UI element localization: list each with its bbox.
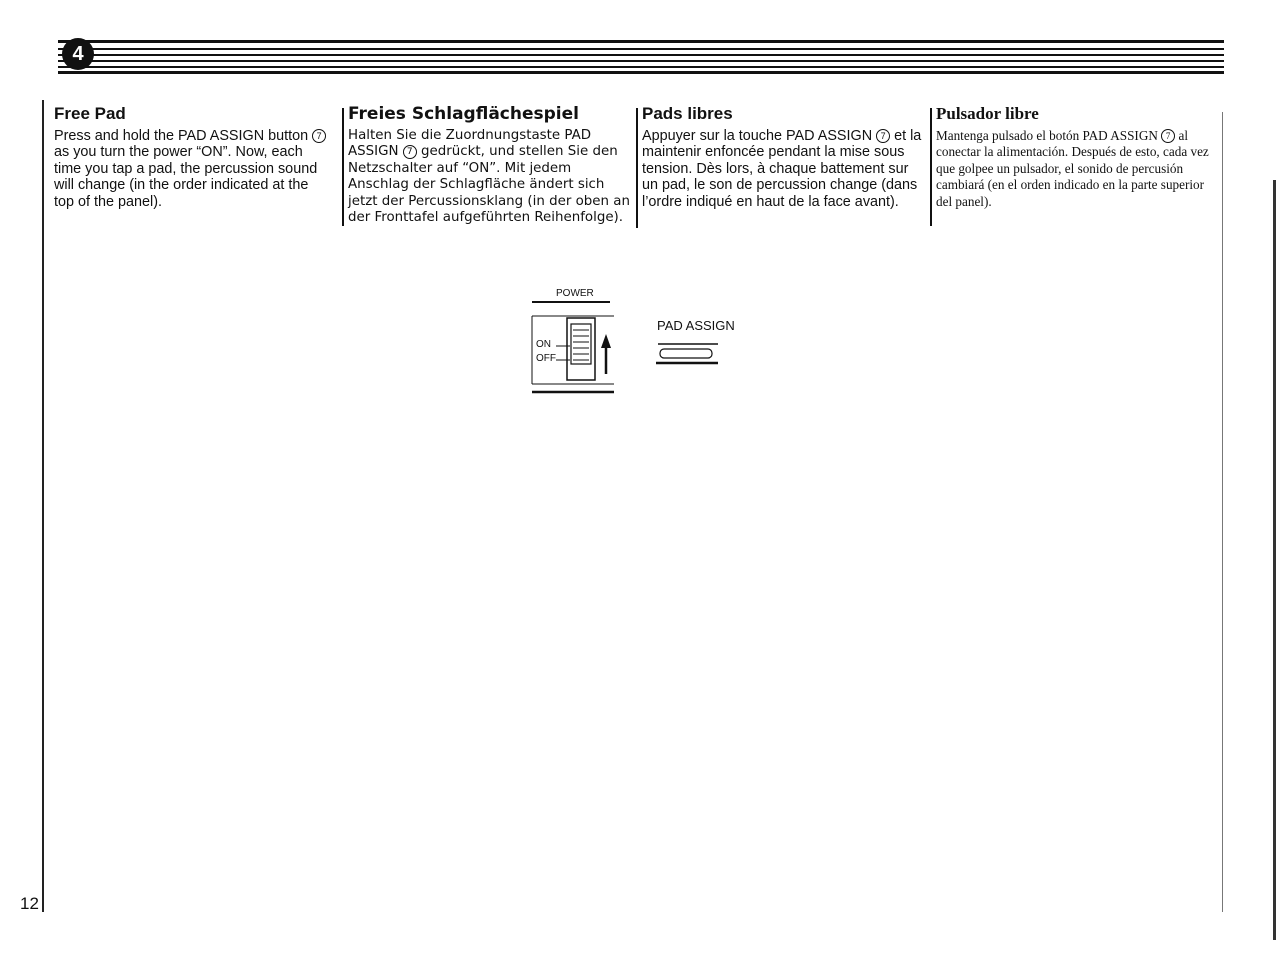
header-rule	[58, 54, 1224, 56]
column-rule	[636, 108, 638, 228]
column-rule	[342, 108, 344, 226]
margin-rule	[42, 100, 44, 912]
section-header-bar	[58, 38, 1224, 74]
diagram-drawing	[520, 286, 760, 406]
arrow-up-icon	[601, 334, 611, 348]
margin-rule	[1222, 112, 1223, 912]
header-rule	[58, 48, 1224, 50]
section-title-french: Pads libres	[642, 104, 733, 123]
column-german	[348, 104, 632, 226]
column-spanish	[936, 104, 1214, 210]
section-number-badge: 4	[62, 38, 94, 70]
power-switch-diagram	[520, 286, 760, 406]
callout-number-icon: 7	[403, 145, 417, 159]
off-label: OFF	[536, 353, 556, 364]
on-label: ON	[536, 339, 551, 350]
callout-number-icon: 7	[312, 129, 326, 143]
paragraph-spanish: Mantenga pulsado el botón PAD ASSIGN 7 al conectar la alimentación. Después de esto, cada vez que golpee un pulsador, el sonido de percusión cambiará (en el orden indicado en la parte superior del panel).	[936, 128, 1209, 209]
pad-assign-button-drawing	[660, 349, 712, 358]
column-french	[642, 104, 926, 210]
header-rule	[58, 40, 1224, 43]
paragraph-german: Halten Sie die Zuordnungstaste PAD ASSIGN 7 gedrückt, und stellen Sie den Netzschalter auf “ON”. Mit jedem Anschlag der Schlagfläche ändert sich jetzt der Percussionsklang (in der oben an der Fronttafel aufgeführten Reihenfolge).	[348, 128, 630, 226]
pad-assign-label: PAD ASSIGN	[657, 318, 735, 333]
section-title-spanish: Pulsador libre	[936, 104, 1039, 123]
page-number: 12	[20, 894, 39, 913]
power-label: POWER	[556, 288, 594, 299]
column-english	[54, 104, 332, 210]
page-edge-rule	[1273, 180, 1276, 940]
callout-number-icon: 7	[1161, 129, 1175, 143]
paragraph-english: Press and hold the PAD ASSIGN button 7 as you turn the power “ON”. Now, each time you tap a pad, the percussion sound will change (in the order indicated at the top of the panel).	[54, 128, 332, 210]
header-rule	[58, 66, 1224, 68]
column-rule	[930, 108, 932, 226]
header-rule	[58, 71, 1224, 74]
callout-number-icon: 7	[876, 129, 890, 143]
paragraph-french: Appuyer sur la touche PAD ASSIGN 7 et la maintenir enfoncée pendant la mise sous tension. Dès lors, à chaque battement sur un pad, le son de percussion change (dans l’ordre indiqué en haut de la face avant).	[642, 128, 922, 210]
section-title-english: Free Pad	[54, 104, 126, 123]
header-rule	[58, 60, 1224, 62]
section-title-german: Freies Schlagflächespiel	[348, 104, 579, 124]
